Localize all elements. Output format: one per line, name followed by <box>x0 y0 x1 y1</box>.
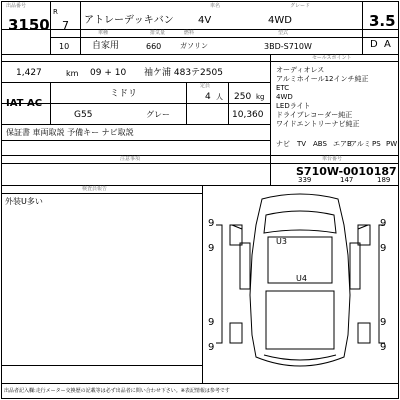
load-capacity: 250 <box>234 92 252 102</box>
inspector-note: 外装U多い <box>5 197 43 206</box>
rule <box>1 193 202 194</box>
equip-item: エアB <box>333 140 352 148</box>
usage-type: 自家用 <box>92 41 120 51</box>
rear-bumper <box>264 355 336 360</box>
rule <box>186 82 187 124</box>
rule <box>50 1 51 54</box>
year-month: 10 <box>59 42 70 51</box>
sub-label-fuel: 燃料 <box>184 30 195 36</box>
equip-item: TV <box>297 140 307 148</box>
interior-color: グレー <box>146 110 170 119</box>
body-color: ミドリ <box>110 89 138 99</box>
capacity-value: 4 <box>205 92 211 102</box>
wheel-rr <box>358 323 370 343</box>
displacement: 660 <box>146 42 162 51</box>
chassis-number: S710W-0010187 <box>296 165 397 178</box>
transmission: IAT AC <box>6 98 43 109</box>
rule <box>1 383 399 384</box>
equip-item: PW <box>386 140 398 148</box>
rule <box>1 124 270 125</box>
car-diagram <box>202 185 399 383</box>
side-number: 9 <box>380 317 387 328</box>
fuel-type: ガソリン <box>180 42 208 50</box>
mirror-right <box>358 225 368 229</box>
lot-number: 3150 <box>8 16 50 34</box>
equip-item: ABS <box>313 140 327 148</box>
exterior-score: A <box>384 39 391 50</box>
rule <box>270 155 271 185</box>
drive-type: 4WD <box>268 15 292 26</box>
selling-point: ワイドエントリーナビ純正 <box>276 120 360 128</box>
selling-point: オーディオレス <box>276 66 325 74</box>
rule <box>1 365 202 366</box>
car-name-label: 車名 <box>210 3 221 9</box>
sub-label-model: 型式 <box>278 30 289 36</box>
selling-point: 4WD <box>276 93 293 101</box>
selling-points-label: セールスポイント <box>312 55 352 61</box>
rule <box>50 37 399 38</box>
rule <box>228 82 229 124</box>
length-value: 10,360 <box>232 110 264 120</box>
lot-label: 出品番号 <box>6 3 27 9</box>
selling-point: アルミホイール12インチ純正 <box>276 75 369 83</box>
selling-point: LEDライト <box>276 102 311 110</box>
capacity-label: 定員 <box>200 83 211 89</box>
side-number: 9 <box>208 218 215 229</box>
equip-item: PS <box>372 140 381 148</box>
rule <box>1 163 399 164</box>
rule <box>50 82 51 124</box>
notes-label: 注意事項 <box>120 156 141 162</box>
selling-point: ETC <box>276 84 290 92</box>
engine-code: 4V <box>198 15 212 26</box>
rule <box>1 82 270 83</box>
model-code: 3BD-S710W <box>264 42 312 51</box>
mileage-value: 1,427 <box>16 68 42 78</box>
side-number: 9 <box>380 342 387 353</box>
shaken-expiry: 09 + 10 <box>90 68 127 78</box>
rule <box>80 1 81 54</box>
selling-point: ドライブレコーダー純正 <box>276 111 353 119</box>
damage-mark: U4 <box>296 274 307 283</box>
wheel-rl <box>230 323 242 343</box>
side-number: 9 <box>208 317 215 328</box>
year-value: 7 <box>62 19 69 32</box>
rule <box>1 140 270 141</box>
mileage-unit: km <box>66 69 79 78</box>
year-prefix: R <box>53 8 58 16</box>
equip-item: ナビ <box>276 140 290 148</box>
dim-width: 147 <box>340 176 354 184</box>
side-number: 9 <box>208 243 215 254</box>
sub-label-use: 車種 <box>98 30 109 36</box>
color-code: G55 <box>74 110 93 120</box>
load-unit: kg <box>256 93 265 101</box>
side-rail-left <box>216 225 222 343</box>
car-name: アトレーデッキバン <box>84 15 174 26</box>
door-right <box>350 243 360 289</box>
sub-label-cc: 排気量 <box>150 30 166 36</box>
damage-mark: U3 <box>276 237 287 246</box>
grade-label: グレード <box>290 3 311 9</box>
cargo-bed <box>266 291 334 349</box>
dim-length: 339 <box>298 176 312 184</box>
inspector-label: 検査員報告 <box>82 186 108 192</box>
rule <box>362 1 363 54</box>
footer-note: 出品者記入欄:走行メーター交換歴の記載等は必ず出品者に問い合わせ下さい。※表記情報は参考です <box>4 388 230 394</box>
side-number: 9 <box>380 243 387 254</box>
capacity-unit: 人 <box>216 93 223 101</box>
dim-height: 189 <box>377 176 391 184</box>
windshield <box>264 211 336 233</box>
mirror-left <box>232 225 242 229</box>
side-number: 9 <box>380 218 387 229</box>
door-left <box>240 243 250 289</box>
rule <box>270 54 271 155</box>
interior-score: D <box>370 39 378 50</box>
chassis-label: 車台番号 <box>322 156 343 162</box>
rule <box>1 61 399 62</box>
rule <box>1 29 399 30</box>
side-number: 9 <box>208 342 215 353</box>
plate-number: 袖ケ浦 483テ2505 <box>144 68 223 78</box>
overall-score: 3.5 <box>369 12 396 30</box>
equip-item: アルミ <box>350 140 371 148</box>
documents: 保証書 車両取説 予備キー ナビ取説 <box>6 128 134 137</box>
